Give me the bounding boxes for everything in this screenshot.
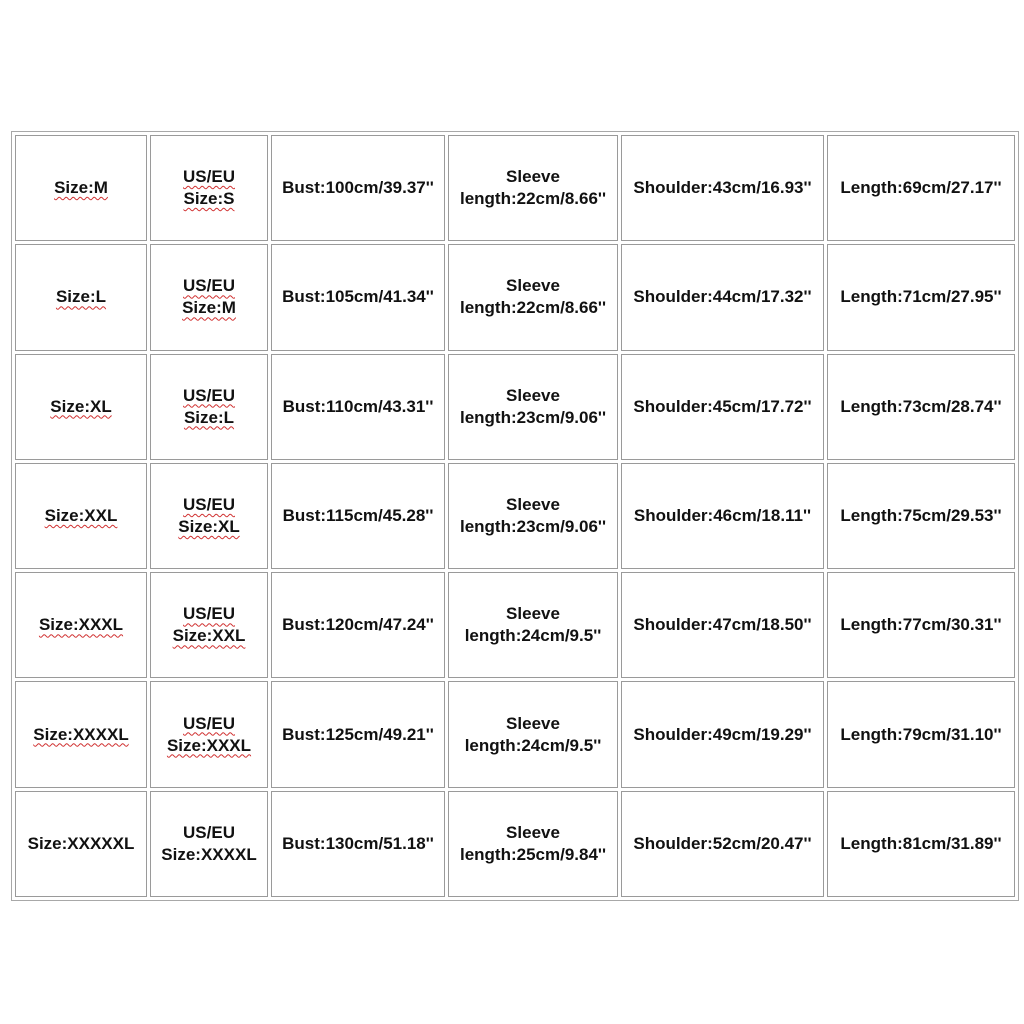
shoulder-value: Shoulder:45cm/17.72'' bbox=[633, 396, 812, 416]
us-eu-size-cell bbox=[150, 244, 268, 350]
us-eu-label: US/EU bbox=[183, 713, 235, 733]
size-cell bbox=[15, 572, 147, 678]
us-eu-size: Size:XXL bbox=[172, 626, 246, 646]
sleeve-cell bbox=[448, 354, 618, 460]
length-cell bbox=[827, 135, 1015, 241]
bust-cell bbox=[271, 572, 445, 678]
sleeve-label: Sleeve bbox=[506, 385, 560, 405]
table-row bbox=[15, 354, 1015, 460]
shoulder-cell bbox=[621, 354, 824, 460]
bust-value: Bust:120cm/47.24'' bbox=[282, 615, 434, 635]
length-value: Length:71cm/27.95'' bbox=[840, 287, 1002, 307]
sleeve-label: Sleeve bbox=[506, 604, 560, 624]
us-eu-size: Size:XXXL bbox=[166, 735, 252, 755]
us-eu-label: US/EU bbox=[183, 276, 235, 296]
us-eu-label: US/EU bbox=[183, 385, 235, 405]
bust-cell bbox=[271, 244, 445, 350]
size-label: Size:XXXXL bbox=[33, 724, 129, 744]
us-eu-size: Size:L bbox=[183, 407, 235, 427]
us-eu-label: US/EU bbox=[183, 494, 235, 514]
sleeve-length-value: length:23cm/9.06'' bbox=[459, 516, 607, 536]
length-value: Length:69cm/27.17'' bbox=[840, 178, 1002, 198]
shoulder-cell bbox=[621, 244, 824, 350]
sleeve-length-value: length:25cm/9.84'' bbox=[459, 844, 607, 864]
length-cell bbox=[827, 572, 1015, 678]
sleeve-label: Sleeve bbox=[506, 276, 560, 296]
bust-value: Bust:115cm/45.28'' bbox=[282, 505, 434, 525]
sleeve-label: Sleeve bbox=[506, 167, 560, 187]
us-eu-size-cell bbox=[150, 463, 268, 569]
us-eu-size: Size:XL bbox=[178, 516, 240, 536]
shoulder-value: Shoulder:44cm/17.32'' bbox=[633, 287, 812, 307]
length-value: Length:73cm/28.74'' bbox=[840, 396, 1002, 416]
sleeve-length-value: length:22cm/8.66'' bbox=[459, 189, 607, 209]
length-value: Length:77cm/30.31'' bbox=[840, 615, 1002, 635]
size-label: Size:L bbox=[55, 287, 107, 307]
us-eu-label: US/EU bbox=[183, 167, 235, 187]
size-cell bbox=[15, 244, 147, 350]
size-label: Size:XXL bbox=[44, 505, 118, 525]
table-row bbox=[15, 681, 1015, 787]
us-eu-size-cell bbox=[150, 681, 268, 787]
sleeve-length-value: length:22cm/8.66'' bbox=[459, 298, 607, 318]
bust-cell bbox=[271, 354, 445, 460]
size-label: Size:M bbox=[54, 178, 108, 198]
bust-value: Bust:100cm/39.37'' bbox=[282, 178, 434, 198]
size-label: Size:XXXXXL bbox=[27, 833, 135, 853]
table-row bbox=[15, 572, 1015, 678]
length-cell bbox=[827, 354, 1015, 460]
sleeve-cell bbox=[448, 791, 618, 897]
bust-cell bbox=[271, 681, 445, 787]
us-eu-size: Size:M bbox=[182, 298, 236, 318]
sleeve-cell bbox=[448, 572, 618, 678]
sleeve-length-value: length:24cm/9.5'' bbox=[464, 735, 602, 755]
us-eu-label: US/EU bbox=[183, 604, 235, 624]
us-eu-size-cell bbox=[150, 135, 268, 241]
shoulder-value: Shoulder:46cm/18.11'' bbox=[633, 505, 812, 525]
length-value: Length:81cm/31.89'' bbox=[840, 833, 1002, 853]
size-cell bbox=[15, 791, 147, 897]
shoulder-value: Shoulder:47cm/18.50'' bbox=[633, 615, 812, 635]
shoulder-cell bbox=[621, 681, 824, 787]
table-row bbox=[15, 135, 1015, 241]
bust-cell bbox=[271, 791, 445, 897]
size-label: Size:XXXL bbox=[38, 615, 124, 635]
shoulder-cell bbox=[621, 463, 824, 569]
bust-value: Bust:130cm/51.18'' bbox=[282, 833, 434, 853]
us-eu-size: Size:XXXXL bbox=[161, 844, 257, 864]
size-cell bbox=[15, 135, 147, 241]
us-eu-label: US/EU bbox=[183, 822, 235, 842]
bust-value: Bust:125cm/49.21'' bbox=[282, 724, 434, 744]
sleeve-cell bbox=[448, 681, 618, 787]
sleeve-label: Sleeve bbox=[506, 822, 560, 842]
us-eu-size-cell bbox=[150, 572, 268, 678]
bust-value: Bust:105cm/41.34'' bbox=[282, 287, 434, 307]
length-cell bbox=[827, 244, 1015, 350]
bust-cell bbox=[271, 135, 445, 241]
bust-value: Bust:110cm/43.31'' bbox=[282, 396, 434, 416]
table-row bbox=[15, 463, 1015, 569]
table-row bbox=[15, 244, 1015, 350]
us-eu-size: Size:S bbox=[183, 189, 235, 209]
shoulder-cell bbox=[621, 135, 824, 241]
shoulder-cell bbox=[621, 791, 824, 897]
sleeve-cell bbox=[448, 463, 618, 569]
length-value: Length:75cm/29.53'' bbox=[840, 505, 1002, 525]
shoulder-value: Shoulder:43cm/16.93'' bbox=[633, 178, 812, 198]
sleeve-length-value: length:24cm/9.5'' bbox=[464, 626, 602, 646]
size-label: Size:XL bbox=[50, 396, 112, 416]
size-cell bbox=[15, 681, 147, 787]
sleeve-cell bbox=[448, 244, 618, 350]
size-cell bbox=[15, 354, 147, 460]
sleeve-label: Sleeve bbox=[506, 713, 560, 733]
table-row bbox=[15, 791, 1015, 897]
bust-cell bbox=[271, 463, 445, 569]
us-eu-size-cell bbox=[150, 791, 268, 897]
size-chart-table bbox=[11, 131, 1019, 901]
length-cell bbox=[827, 463, 1015, 569]
us-eu-size-cell bbox=[150, 354, 268, 460]
sleeve-cell bbox=[448, 135, 618, 241]
sleeve-label: Sleeve bbox=[506, 494, 560, 514]
sleeve-length-value: length:23cm/9.06'' bbox=[459, 407, 607, 427]
shoulder-value: Shoulder:52cm/20.47'' bbox=[633, 833, 812, 853]
shoulder-cell bbox=[621, 572, 824, 678]
length-cell bbox=[827, 681, 1015, 787]
size-cell bbox=[15, 463, 147, 569]
length-value: Length:79cm/31.10'' bbox=[840, 724, 1002, 744]
shoulder-value: Shoulder:49cm/19.29'' bbox=[633, 724, 812, 744]
length-cell bbox=[827, 791, 1015, 897]
